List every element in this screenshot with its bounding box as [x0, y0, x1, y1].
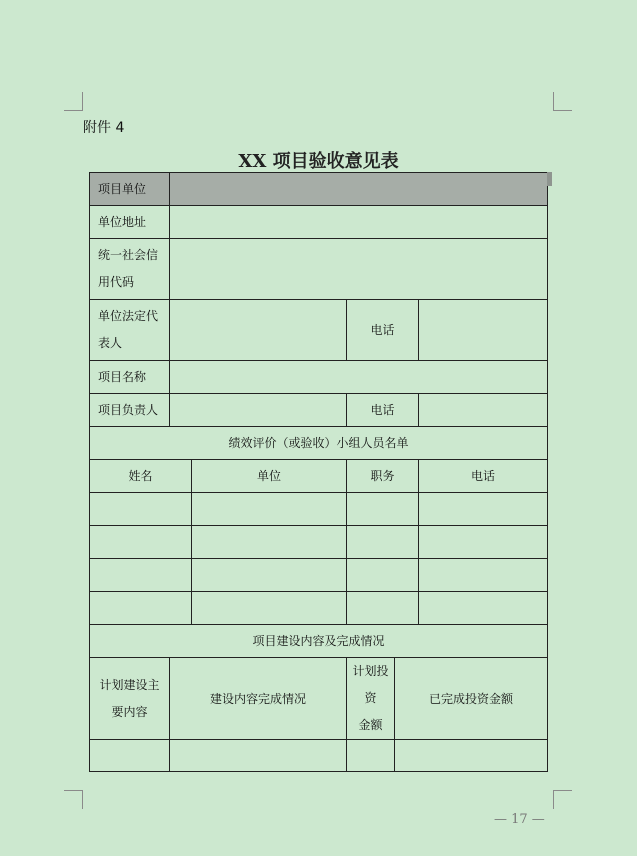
- content-col-plan-line1: 计划建设主: [99, 677, 160, 692]
- row-content-section: [90, 625, 548, 658]
- row-project-unit: [90, 173, 548, 206]
- legal-rep-field[interactable]: [170, 300, 347, 361]
- team-position-cell[interactable]: [347, 493, 419, 526]
- content-plan-cell[interactable]: [90, 740, 170, 772]
- content-col-invest: [347, 658, 395, 740]
- team-unit-cell[interactable]: [192, 592, 347, 625]
- team-name-cell[interactable]: [90, 592, 192, 625]
- page-number: — 17 —: [494, 812, 545, 827]
- project-lead-field[interactable]: [170, 394, 347, 427]
- project-name-field[interactable]: [170, 361, 548, 394]
- content-invest-cell[interactable]: [347, 740, 395, 772]
- team-row: [90, 592, 548, 625]
- content-col-completed-invest: 已完成投资金额: [395, 658, 548, 740]
- project-lead-phone-label: 电话: [347, 394, 419, 427]
- team-col-unit: 单位: [192, 460, 347, 493]
- content-col-invest-line2: 金额: [358, 718, 383, 732]
- content-completion-cell[interactable]: [170, 740, 347, 772]
- row-project-name: [90, 361, 548, 394]
- team-phone-cell[interactable]: [419, 493, 548, 526]
- credit-code-label-line2: 用代码: [98, 275, 135, 289]
- crop-mark-top-left: [64, 92, 83, 111]
- team-name-cell[interactable]: [90, 526, 192, 559]
- credit-code-label-line1: 统一社会信: [98, 248, 159, 262]
- team-row: [90, 493, 548, 526]
- credit-code-label: [90, 239, 170, 300]
- credit-code-field[interactable]: [170, 239, 548, 300]
- content-completed-invest-cell[interactable]: [395, 740, 548, 772]
- project-lead-phone-field[interactable]: [419, 394, 548, 427]
- project-name-label: 项目名称: [90, 361, 170, 394]
- scroll-nub: [547, 172, 552, 186]
- unit-address-label: 单位地址: [90, 206, 170, 239]
- legal-rep-label: [90, 300, 170, 361]
- content-col-plan: [90, 658, 170, 740]
- content-col-completion: 建设内容完成情况: [170, 658, 347, 740]
- crop-mark-top-right: [553, 92, 572, 111]
- row-content-header: [90, 658, 548, 740]
- team-position-cell[interactable]: [347, 592, 419, 625]
- project-unit-label: 项目单位: [90, 173, 170, 206]
- row-project-lead: [90, 394, 548, 427]
- content-col-plan-line2: 要内容: [111, 704, 148, 719]
- row-credit-code: [90, 239, 548, 300]
- team-unit-cell[interactable]: [192, 559, 347, 592]
- legal-rep-phone-field[interactable]: [419, 300, 548, 361]
- team-unit-cell[interactable]: [192, 526, 347, 559]
- team-col-name: 姓名: [90, 460, 192, 493]
- team-phone-cell[interactable]: [419, 592, 548, 625]
- content-section-heading: 项目建设内容及完成情况: [90, 625, 548, 658]
- project-lead-label: 项目负责人: [90, 394, 170, 427]
- row-unit-address: [90, 206, 548, 239]
- legal-rep-label-line1: 单位法定代: [98, 309, 159, 323]
- team-phone-cell[interactable]: [419, 526, 548, 559]
- acceptance-form-table: [89, 172, 548, 772]
- content-col-invest-line1: 计划投资: [352, 664, 389, 705]
- crop-mark-bottom-left: [64, 790, 83, 809]
- row-team-header: [90, 460, 548, 493]
- content-row: [90, 740, 548, 772]
- attachment-label: 附件 4: [83, 120, 125, 136]
- team-col-phone: 电话: [419, 460, 548, 493]
- row-legal-rep: [90, 300, 548, 361]
- crop-mark-bottom-right: [553, 790, 572, 809]
- legal-rep-label-line2: 表人: [98, 336, 123, 350]
- team-row: [90, 526, 548, 559]
- unit-address-field[interactable]: [170, 206, 548, 239]
- team-position-cell[interactable]: [347, 526, 419, 559]
- team-col-position: 职务: [347, 460, 419, 493]
- team-name-cell[interactable]: [90, 559, 192, 592]
- legal-rep-phone-label: 电话: [347, 300, 419, 361]
- team-name-cell[interactable]: [90, 493, 192, 526]
- team-row: [90, 559, 548, 592]
- row-team-section: [90, 427, 548, 460]
- page-title: XX 项目验收意见表: [238, 151, 399, 172]
- team-position-cell[interactable]: [347, 559, 419, 592]
- team-unit-cell[interactable]: [192, 493, 347, 526]
- project-unit-field[interactable]: [170, 173, 548, 206]
- team-section-heading: 绩效评价（或验收）小组人员名单: [90, 427, 548, 460]
- team-phone-cell[interactable]: [419, 559, 548, 592]
